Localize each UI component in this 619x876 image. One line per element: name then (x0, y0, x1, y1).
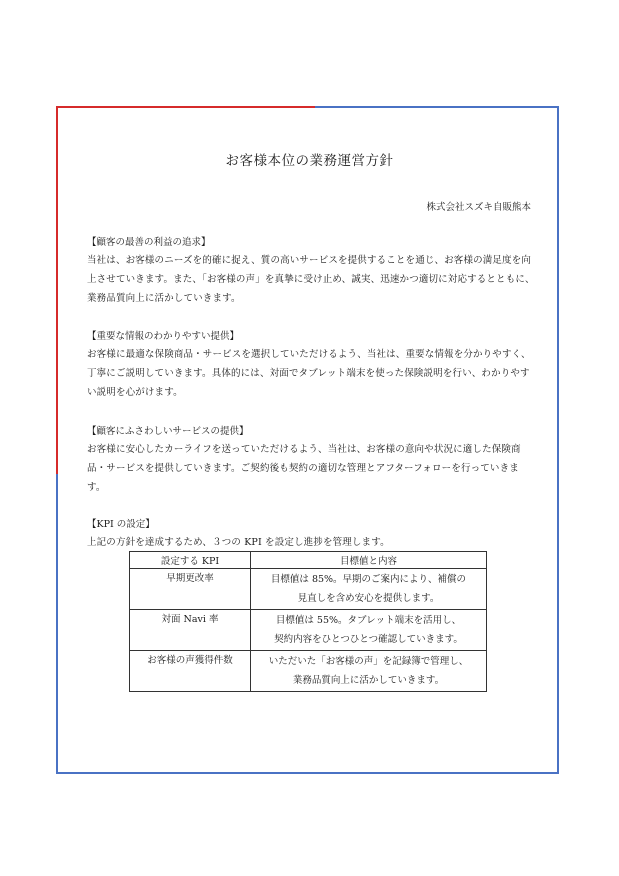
column-header-kpi: 設定する KPI (130, 552, 251, 569)
kpi-description (251, 569, 487, 610)
kpi-intro: 上記の方針を達成するため、３つの KPI を設定し進捗を管理します。 (87, 537, 390, 548)
frame-border-top-red (56, 106, 315, 108)
kpi-description (251, 651, 487, 692)
frame-border-left-blue (56, 474, 58, 774)
kpi-description-line: 目標値は 55%。タブレット端末を活用し、 (275, 615, 462, 626)
column-header-target: 目標値と内容 (251, 552, 487, 569)
table-row (130, 651, 487, 692)
section-heading: 【重要な情報のわかりやすい提供】 (87, 331, 240, 342)
kpi-name: お客様の声獲得件数 (130, 651, 251, 692)
kpi-description-line: 見直しを含め安心を提供します。 (297, 593, 440, 604)
kpi-description-line: 業務品質向上に活かしていきます。 (292, 675, 445, 686)
section-body: お客様に最適な保険商品・サービスを選択していただけるよう、当社は、重要な情報を分かりやすく、丁寧にご説明していきます。具体的には、対面でタブレット端末を使った保険説明を行い、わかりやすい説明を心がけます。 (87, 349, 531, 398)
frame-border-bottom (56, 772, 559, 774)
kpi-name: 対面 Navi 率 (130, 610, 251, 651)
kpi-description-line: 目標値は 85%。早期のご案内により、補償の (270, 574, 467, 585)
section-heading: 【顧客の最善の利益の追求】 (87, 237, 211, 248)
section-heading: 【顧客にふさわしいサービスの提供】 (87, 426, 249, 437)
section-heading: 【KPI の設定】 (87, 519, 155, 530)
kpi-table (129, 551, 487, 692)
section-customer-interest (87, 235, 537, 308)
company-name: 株式会社スズキ自販熊本 (426, 202, 531, 213)
section-service-provision (87, 424, 537, 497)
section-kpi (87, 517, 537, 552)
kpi-name: 早期更改率 (130, 569, 251, 610)
table-header-row (130, 552, 487, 569)
section-body: 当社は、お客様のニーズを的確に捉え、質の高いサービスを提供することを通じ、お客様の満足度を向上させていきます。また、「お客様の声」を真摯に受け止め、誠実、迅速かつ適切に対応するとともに、業務品質向上に活かしていきます。 (87, 255, 535, 304)
table-row (130, 610, 487, 651)
kpi-description-line: いただいた「お客様の声」を記録簿で管理し、 (268, 656, 469, 667)
section-information-provision (87, 329, 537, 402)
frame-border-right (557, 106, 559, 774)
section-body: お客様に安心したカーライフを送っていただけるよう、当社は、お客様の意向や状況に適した保険商品・サービスを提供していきます。ご契約後も契約の適切な管理とアフターフォローを行っていきます。 (87, 444, 521, 493)
kpi-description-line: 契約内容をひとつひとつ確認していきます。 (274, 634, 463, 645)
document-title: お客様本位の業務運営方針 (225, 153, 394, 169)
frame-border-top-blue (315, 106, 559, 108)
kpi-description (251, 610, 487, 651)
table-row (130, 569, 487, 610)
